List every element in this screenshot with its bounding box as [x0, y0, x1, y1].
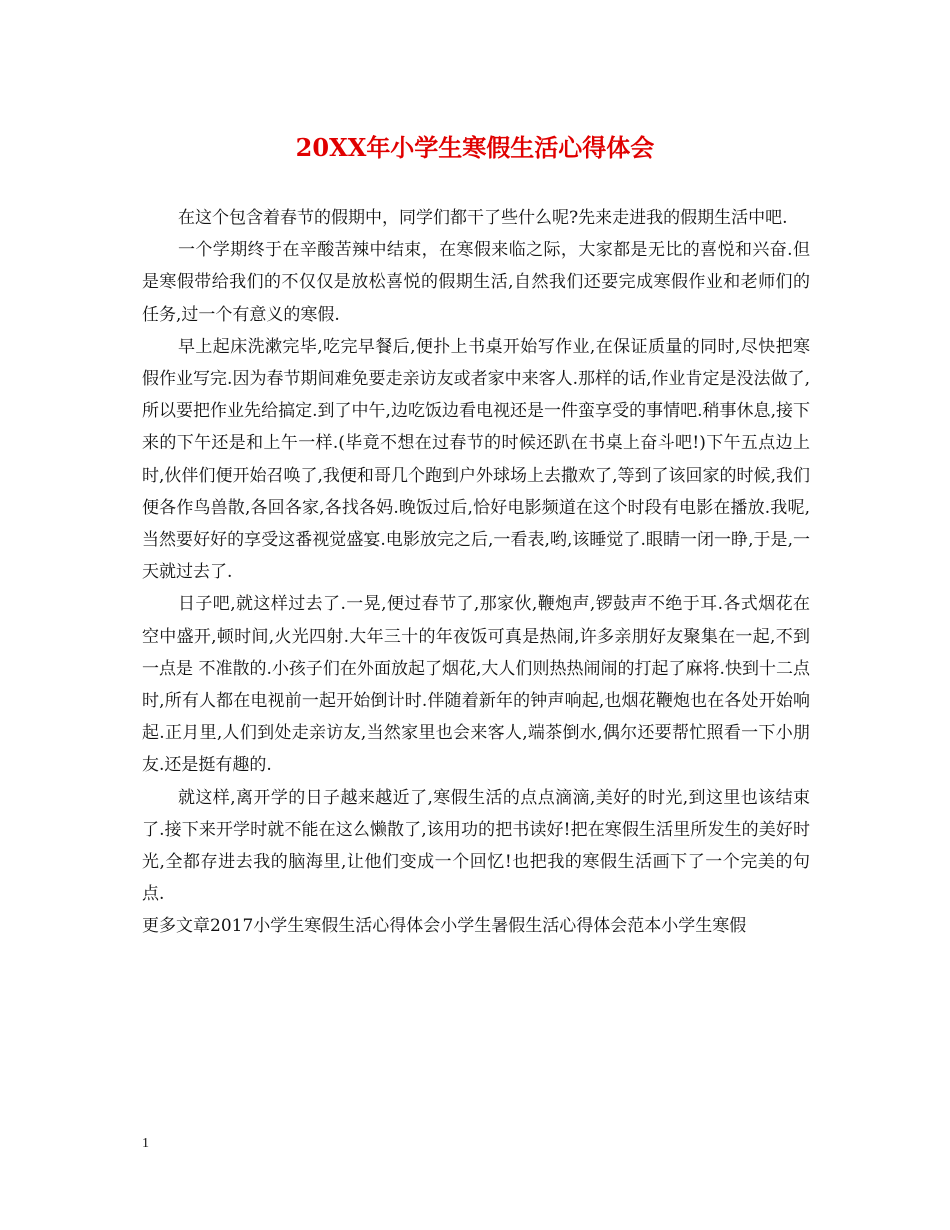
more-articles-line: 更多文章2017小学生寒假生活心得体会小学生暑假生活心得体会范本小学生寒假 — [142, 916, 747, 937]
paragraph-daily-routine: 早上起床洗漱完毕,吃完早餐后,便扑上书桌开始写作业,在保证质量的同时,尽快把寒假作业写完.因为春节期间难免要走亲访友或者家中来客人.那样的话,作业肯定是没法做了,所以要把作业先给搞定.到了中午,边吃饭边看电视还是一件蛮享受的事情吧.稍事休息,接下来的下午还是和上午一样.(毕竟不想在过春节的时候还趴在书桌上奋斗吧!)下午五点边上时,伙伴们便开始召唤了,我便和哥几个跑到户外球场上去撒欢了,等到了该回家的时候,我们便各作鸟兽散,各回各家,各找各妈.晚饭过后,恰好电影频道在这个时段有电影在播放.我呢,当然要好好的享受这番视觉盛宴.电影放完之后,一看表,哟,该睡觉了.眼睛一闭一睁,于是,一天就过去了. — [142, 336, 810, 583]
paragraph-semester-end: 一个学期终于在辛酸苦辣中结束，在寒假来临之际，大家都是无比的喜悦和兴奋.但是寒假带给我们的不仅仅是放松喜悦的假期生活,自然我们还要完成寒假作业和老师们的任务,过一个有意义的寒假. — [142, 240, 810, 325]
paragraph-spring-festival: 日子吧,就这样过去了.一晃,便过春节了,那家伙,鞭炮声,锣鼓声不绝于耳.各式烟花在空中盛开,顿时间,火光四射.大年三十的年夜饭可真是热闹,许多亲朋好友聚集在一起,不到一点是 不准散的.小孩子们在外面放起了烟花,大人们则热热闹闹的打起了麻将.快到十二点时,所有人都在电视前一起开始倒计时.伴随着新年的钟声响起,也烟花鞭炮也在各处开始响起.正月里,人们到处走亲访友,当然家里也会来客人,端茶倒水,偶尔还要帮忙照看一下小朋友.还是挺有趣的. — [142, 594, 810, 776]
paragraph-intro: 在这个包含着春节的假期中，同学们都干了些什么呢?先来走进我的假期生活中吧. — [178, 208, 788, 228]
document-title: 20XX年小学生寒假生活心得体会 — [295, 133, 655, 162]
paragraph-conclusion: 就这样,离开学的日子越来越近了,寒假生活的点点滴滴,美好的时光,到这里也该结束了.接下来开学时就不能在这么懒散了,该用功的把书读好!把在寒假生活里所发生的美好时光,全都存进去我的脑海里,让他们变成一个回忆!也把我的寒假生活画下了一个完美的句点. — [142, 787, 810, 905]
document-body — [142, 202, 810, 943]
page-number: 1 — [142, 1136, 149, 1151]
